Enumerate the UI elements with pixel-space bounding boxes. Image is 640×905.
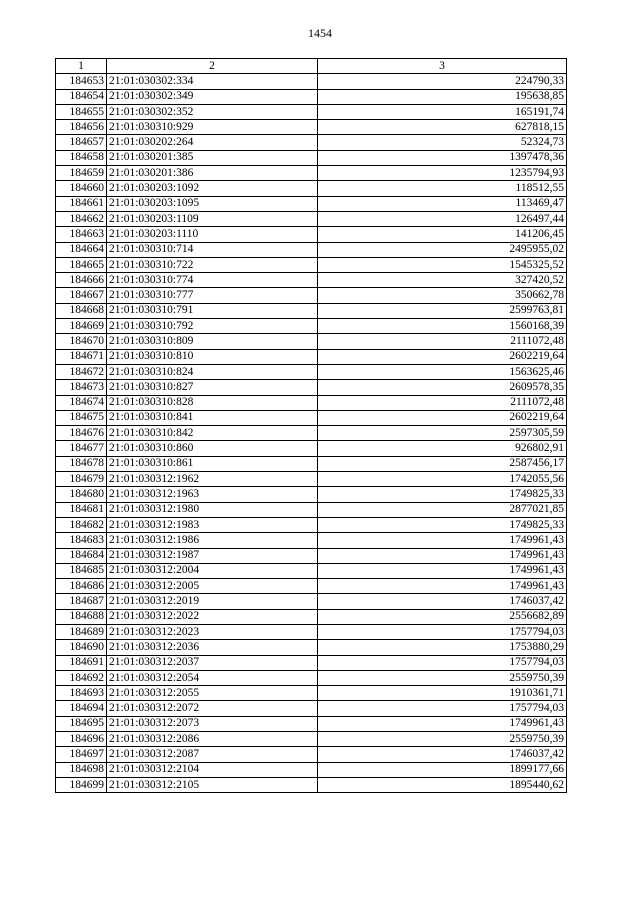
row-number-cell: 184682 [56,517,107,532]
row-number-cell: 184658 [56,150,107,165]
row-number-cell: 184674 [56,395,107,410]
value-cell: 2556682,89 [318,609,567,624]
cadastral-number-cell: 21:01:030310:792 [107,319,318,334]
cadastral-number-cell: 21:01:030201:386 [107,166,318,181]
value-cell: 350662,78 [318,288,567,303]
table-row [56,548,567,563]
table-row [56,777,567,792]
table-row [56,640,567,655]
row-number-cell: 184667 [56,288,107,303]
table-row [56,211,567,226]
cadastral-number-cell: 21:01:030310:774 [107,273,318,288]
row-number-cell: 184669 [56,319,107,334]
table-row [56,716,567,731]
table-row [56,472,567,487]
table-body [56,59,567,793]
row-number-cell: 184655 [56,104,107,119]
table-row [56,441,567,456]
table-row [56,303,567,318]
value-cell: 1397478,36 [318,150,567,165]
value-cell: 1235794,93 [318,166,567,181]
cadastral-number-cell: 21:01:030201:385 [107,150,318,165]
cadastral-number-cell: 21:01:030312:2005 [107,579,318,594]
table-row [56,364,567,379]
row-number-cell: 184675 [56,410,107,425]
table-row [56,288,567,303]
table-row [56,426,567,441]
table-row [56,762,567,777]
row-number-cell: 184692 [56,670,107,685]
row-number-cell: 184664 [56,242,107,257]
cadastral-number-cell: 21:01:030310:828 [107,395,318,410]
cadastral-number-cell: 21:01:030312:2037 [107,655,318,670]
table-row [56,747,567,762]
value-cell: 2602219,64 [318,349,567,364]
cadastral-number-cell: 21:01:030203:1095 [107,196,318,211]
cadastral-number-cell: 21:01:030312:1987 [107,548,318,563]
row-number-cell: 184684 [56,548,107,563]
value-cell: 2597305,59 [318,426,567,441]
row-number-cell: 184683 [56,533,107,548]
table-row [56,74,567,89]
column-header: 3 [318,59,567,74]
table-header-row [56,59,567,74]
row-number-cell: 184696 [56,732,107,747]
cadastral-number-cell: 21:01:030203:1092 [107,181,318,196]
value-cell: 2559750,39 [318,670,567,685]
row-number-cell: 184697 [56,747,107,762]
table-row [56,395,567,410]
table-row [56,410,567,425]
value-cell: 1746037,42 [318,747,567,762]
value-cell: 1749825,33 [318,517,567,532]
table-row [56,502,567,517]
table-row [56,181,567,196]
cadastral-number-cell: 21:01:030310:809 [107,334,318,349]
row-number-cell: 184654 [56,89,107,104]
cadastral-number-cell: 21:01:030312:1980 [107,502,318,517]
table-row [56,609,567,624]
cadastral-number-cell: 21:01:030310:810 [107,349,318,364]
row-number-cell: 184666 [56,273,107,288]
cadastral-number-cell: 21:01:030312:1983 [107,517,318,532]
value-cell: 1753880,29 [318,640,567,655]
value-cell: 141206,45 [318,227,567,242]
row-number-cell: 184689 [56,624,107,639]
table-row [56,196,567,211]
table-row [56,242,567,257]
value-cell: 1742055,56 [318,472,567,487]
cadastral-number-cell: 21:01:030310:842 [107,426,318,441]
row-number-cell: 184653 [56,74,107,89]
table-row [56,732,567,747]
cadastral-number-cell: 21:01:030312:1962 [107,472,318,487]
cadastral-number-cell: 21:01:030312:2104 [107,762,318,777]
row-number-cell: 184685 [56,563,107,578]
table-row [56,579,567,594]
cadastral-number-cell: 21:01:030310:861 [107,456,318,471]
table-row [56,273,567,288]
value-cell: 2877021,85 [318,502,567,517]
row-number-cell: 184670 [56,334,107,349]
table-row [56,686,567,701]
cadastral-number-cell: 21:01:030310:841 [107,410,318,425]
value-cell: 1563625,46 [318,364,567,379]
row-number-cell: 184671 [56,349,107,364]
value-cell: 1749961,43 [318,579,567,594]
cadastral-number-cell: 21:01:030312:2054 [107,670,318,685]
table-row [56,104,567,119]
value-cell: 126497,44 [318,211,567,226]
cadastral-number-cell: 21:01:030312:2055 [107,686,318,701]
value-cell: 1899177,66 [318,762,567,777]
value-cell: 1757794,03 [318,655,567,670]
cadastral-number-cell: 21:01:030312:2105 [107,777,318,792]
value-cell: 2599763,81 [318,303,567,318]
cadastral-number-cell: 21:01:030312:2086 [107,732,318,747]
table-row [56,563,567,578]
value-cell: 627818,15 [318,120,567,135]
data-table [55,58,567,793]
value-cell: 52324,73 [318,135,567,150]
value-cell: 1545325,52 [318,257,567,272]
row-number-cell: 184665 [56,257,107,272]
value-cell: 2495955,02 [318,242,567,257]
row-number-cell: 184687 [56,594,107,609]
row-number-cell: 184686 [56,579,107,594]
page-number: 1454 [308,26,332,40]
row-number-cell: 184681 [56,502,107,517]
value-cell: 1560168,39 [318,319,567,334]
value-cell: 1749961,43 [318,716,567,731]
cadastral-number-cell: 21:01:030302:352 [107,104,318,119]
value-cell: 113469,47 [318,196,567,211]
value-cell: 118512,55 [318,181,567,196]
table-row [56,166,567,181]
row-number-cell: 184662 [56,211,107,226]
row-number-cell: 184677 [56,441,107,456]
cadastral-number-cell: 21:01:030302:349 [107,89,318,104]
value-cell: 1749961,43 [318,533,567,548]
cadastral-number-cell: 21:01:030312:2004 [107,563,318,578]
table-row [56,456,567,471]
cadastral-number-cell: 21:01:030310:722 [107,257,318,272]
value-cell: 1757794,03 [318,624,567,639]
value-cell: 2587456,17 [318,456,567,471]
value-cell: 1757794,03 [318,701,567,716]
cadastral-number-cell: 21:01:030310:827 [107,380,318,395]
value-cell: 926802,91 [318,441,567,456]
table-row [56,257,567,272]
cadastral-number-cell: 21:01:030312:2087 [107,747,318,762]
value-cell: 195638,85 [318,89,567,104]
table-row [56,655,567,670]
value-cell: 165191,74 [318,104,567,119]
value-cell: 1749961,43 [318,548,567,563]
cadastral-number-cell: 21:01:030310:824 [107,364,318,379]
cadastral-number-cell: 21:01:030203:1109 [107,211,318,226]
table-row [56,150,567,165]
value-cell: 224790,33 [318,74,567,89]
row-number-cell: 184663 [56,227,107,242]
row-number-cell: 184668 [56,303,107,318]
cadastral-number-cell: 21:01:030312:2023 [107,624,318,639]
table-row [56,380,567,395]
value-cell: 2609578,35 [318,380,567,395]
cadastral-number-cell: 21:01:030312:2072 [107,701,318,716]
table-row [56,624,567,639]
cadastral-number-cell: 21:01:030312:2036 [107,640,318,655]
value-cell: 1895440,62 [318,777,567,792]
row-number-cell: 184679 [56,472,107,487]
row-number-cell: 184673 [56,380,107,395]
value-cell: 1749961,43 [318,563,567,578]
table-row [56,517,567,532]
row-number-cell: 184672 [56,364,107,379]
table-row [56,227,567,242]
row-number-cell: 184660 [56,181,107,196]
cadastral-number-cell: 21:01:030310:929 [107,120,318,135]
cadastral-number-cell: 21:01:030312:1986 [107,533,318,548]
row-number-cell: 184694 [56,701,107,716]
row-number-cell: 184695 [56,716,107,731]
row-number-cell: 184659 [56,166,107,181]
cadastral-number-cell: 21:01:030202:264 [107,135,318,150]
row-number-cell: 184693 [56,686,107,701]
row-number-cell: 184657 [56,135,107,150]
cadastral-number-cell: 21:01:030312:2019 [107,594,318,609]
row-number-cell: 184691 [56,655,107,670]
value-cell: 2559750,39 [318,732,567,747]
table-row [56,701,567,716]
row-number-cell: 184688 [56,609,107,624]
cadastral-number-cell: 21:01:030310:791 [107,303,318,318]
table-row [56,334,567,349]
row-number-cell: 184661 [56,196,107,211]
table-row [56,319,567,334]
table-row [56,89,567,104]
value-cell: 1910361,71 [318,686,567,701]
table-row [56,533,567,548]
cadastral-number-cell: 21:01:030310:714 [107,242,318,257]
row-number-cell: 184699 [56,777,107,792]
row-number-cell: 184676 [56,426,107,441]
row-number-cell: 184680 [56,487,107,502]
column-header: 1 [56,59,107,74]
table-row [56,487,567,502]
cadastral-number-cell: 21:01:030302:334 [107,74,318,89]
cadastral-number-cell: 21:01:030310:860 [107,441,318,456]
row-number-cell: 184656 [56,120,107,135]
column-header: 2 [107,59,318,74]
value-cell: 1749825,33 [318,487,567,502]
table-row [56,670,567,685]
table-row [56,120,567,135]
value-cell: 1746037,42 [318,594,567,609]
cadastral-number-cell: 21:01:030310:777 [107,288,318,303]
cadastral-number-cell: 21:01:030312:1963 [107,487,318,502]
table-row [56,594,567,609]
table-row [56,135,567,150]
row-number-cell: 184690 [56,640,107,655]
value-cell: 327420,52 [318,273,567,288]
cadastral-number-cell: 21:01:030312:2022 [107,609,318,624]
cadastral-number-cell: 21:01:030203:1110 [107,227,318,242]
value-cell: 2111072,48 [318,395,567,410]
cadastral-number-cell: 21:01:030312:2073 [107,716,318,731]
value-cell: 2602219,64 [318,410,567,425]
value-cell: 2111072,48 [318,334,567,349]
row-number-cell: 184698 [56,762,107,777]
row-number-cell: 184678 [56,456,107,471]
table-row [56,349,567,364]
